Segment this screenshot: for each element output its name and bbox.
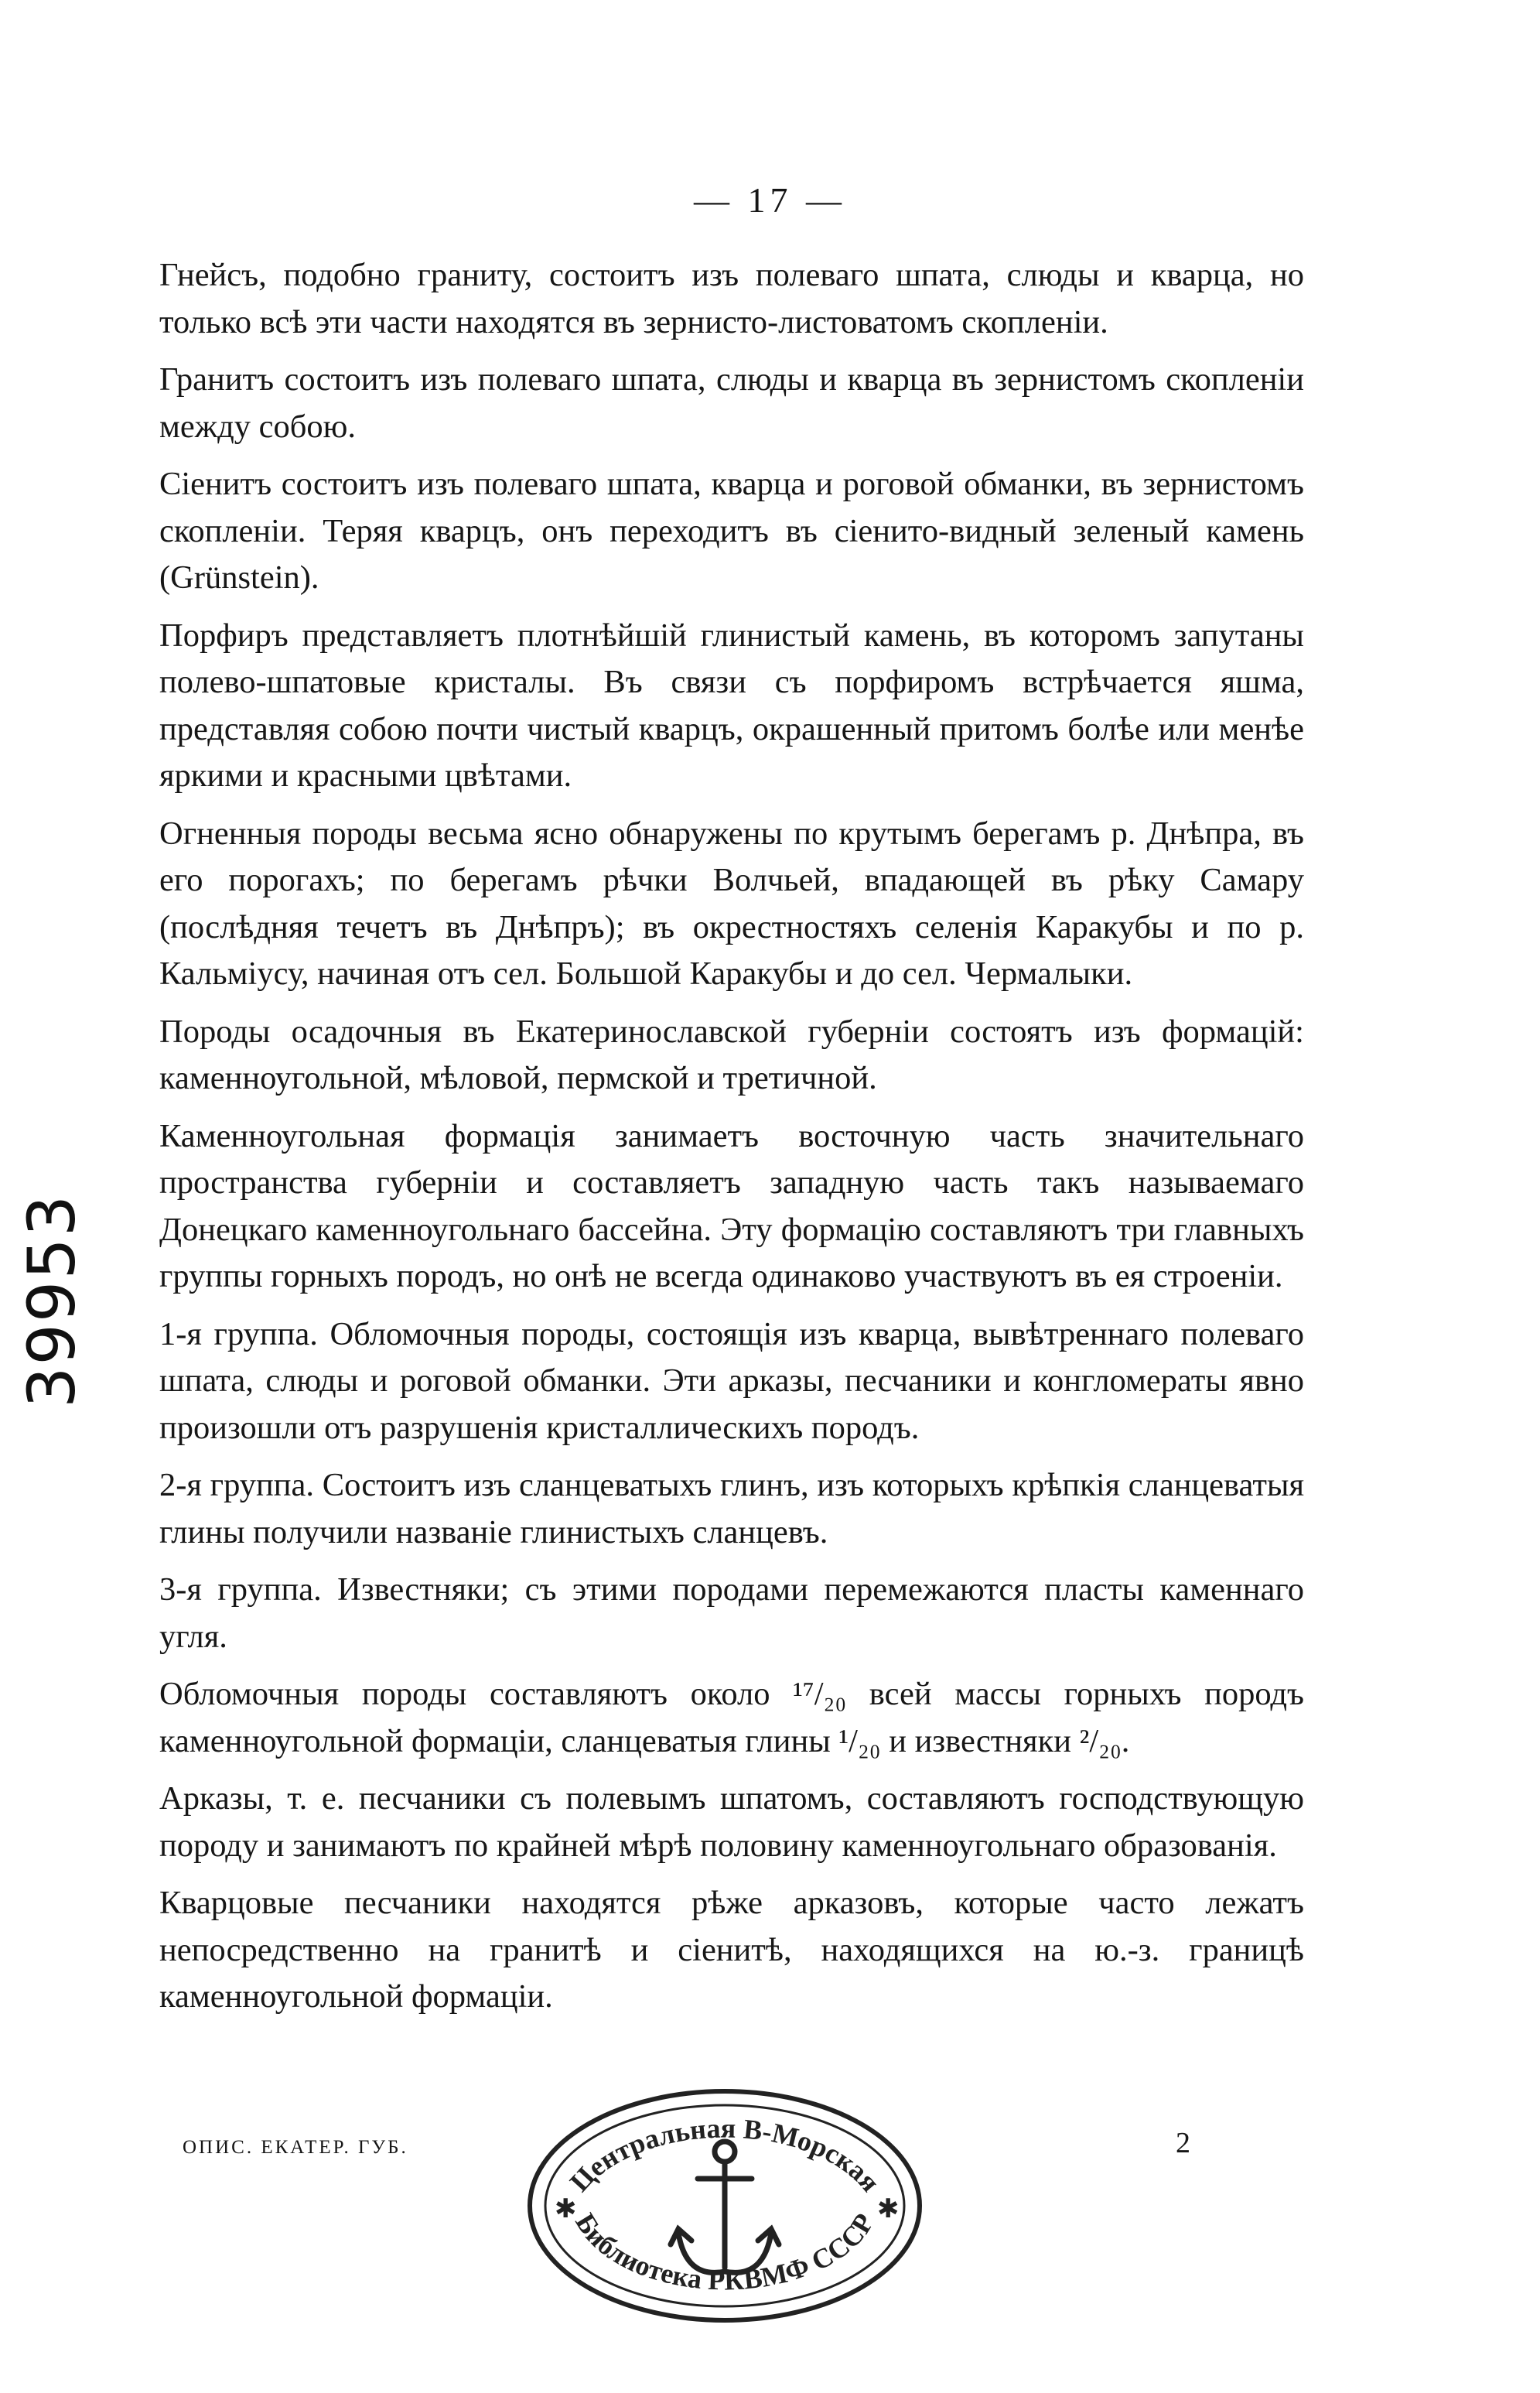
text-body — [159, 252, 1304, 2021]
stamp-bottom-text: Библиотека РКВМФ СССР — [569, 2207, 880, 2296]
anchor-icon — [671, 2142, 779, 2272]
paragraph-porphyry: Порфиръ представляетъ плотнѣйшій глинистый камень, въ которомъ запутаны полево-шпатовые кристалы. Въ связи съ порфиромъ встрѣчается яшма, представляя собою почти чистый кварцъ, окрашенный притомъ болѣе или менѣе яркими и красными цвѣтами. — [159, 617, 1304, 794]
paragraph-arkoses: Арказы, т. е. песчаники съ полевымъ шпатомъ, составляютъ господствующую породу и занимаютъ по крайней мѣрѣ половину каменноугольнаго образованія. — [159, 1780, 1304, 1864]
paragraph-group-3: 3-я группа. Известняки; съ этими породами перемежаются пласты каменнаго угля. — [159, 1571, 1304, 1655]
paragraph-gneiss: Гнейсъ, подобно граниту, состоитъ изъ полеваго шпата, слюды и кварца, но только всѣ эти части находятся въ зернисто-листоватомъ скопленіи. — [159, 257, 1304, 340]
library-stamp — [520, 2078, 930, 2326]
paragraph-coal-formation: Каменноугольная формація занимаетъ восточную часть значительнаго пространства губерніи и составляетъ западную часть такъ называемаго Донецкаго каменноугольнаго бассейна. Эту формацію составляютъ три главныхъ группы горныхъ породъ, но онѣ не всегда одинаково участвуютъ въ ея строеніи. — [159, 1117, 1304, 1294]
paragraph-proportions: Обломочныя породы составляютъ около ¹⁷/₂₀ всей массы горныхъ породъ каменноугольной формаціи, сланцеватыя глины ¹/₂₀ и известняки ²/₂₀. — [159, 1676, 1304, 1759]
paragraph-group-2: 2-я группа. Состоитъ изъ сланцеватыхъ глинъ, изъ которыхъ крѣпкія сланцеватыя глины получили названіе глинистыхъ сланцевъ. — [159, 1467, 1304, 1550]
paragraph-sedimentary-rocks: Породы осадочныя въ Екатеринославской губерніи состоятъ изъ формацій: каменноугольной, мѣловой, пермской и третичной. — [159, 1013, 1304, 1096]
footer-signature: ОПИС. ЕКАТЕР. ГУБ. — [183, 2137, 408, 2158]
paragraph-igneous-rocks: Огненныя породы весьма ясно обнаружены по крутымъ берегамъ р. Днѣпра, въ его порогахъ; по берегамъ рѣчки Волчьей, впадающей въ рѣку Самару (послѣдняя течетъ въ Днѣпръ); въ окрестностяхъ селенія Каракубы и по р. Кальміусу, начиная отъ сел. Большой Каракубы и до сел. Чермалыки. — [159, 815, 1304, 992]
stamp-star-left: ✱ — [555, 2193, 577, 2224]
page-number: — 17 — — [694, 180, 846, 220]
margin-handwritten-number — [11, 1176, 88, 1408]
paragraph-granite: Гранитъ состоитъ изъ полеваго шпата, слюды и кварца въ зернистомъ скопленіи между собою. — [159, 361, 1304, 445]
margin-note-text: 39953 — [14, 1193, 90, 1408]
paragraph-syenite: Сіенитъ состоитъ изъ полеваго шпата, кварца и роговой обманки, въ зернистомъ скопленіи. Теряя кварцъ, онъ переходитъ въ сіенито-видный зеленый камень (Grünstein). — [159, 466, 1304, 596]
footer-sheet-number: 2 — [1176, 2127, 1190, 2159]
stamp-top-text: Центральная В-Морская — [563, 2112, 886, 2198]
stamp-star-right: ✱ — [877, 2193, 900, 2224]
paragraph-group-1: 1-я группа. Обломочныя породы, состоящія изъ кварца, вывѣтреннаго полеваго шпата, слюды и роговой обманки. Эти арказы, песчаники и конгломераты явно произошли отъ разрушенія кристаллическихъ породъ. — [159, 1315, 1304, 1446]
paragraph-quartz-sandstones: Кварцовые песчаники находятся рѣже арказовъ, которые часто лежатъ непосредственно на гранитѣ и сіенитѣ, находящихся на ю.-з. границѣ каменноугольной формаціи. — [159, 1885, 1304, 2015]
